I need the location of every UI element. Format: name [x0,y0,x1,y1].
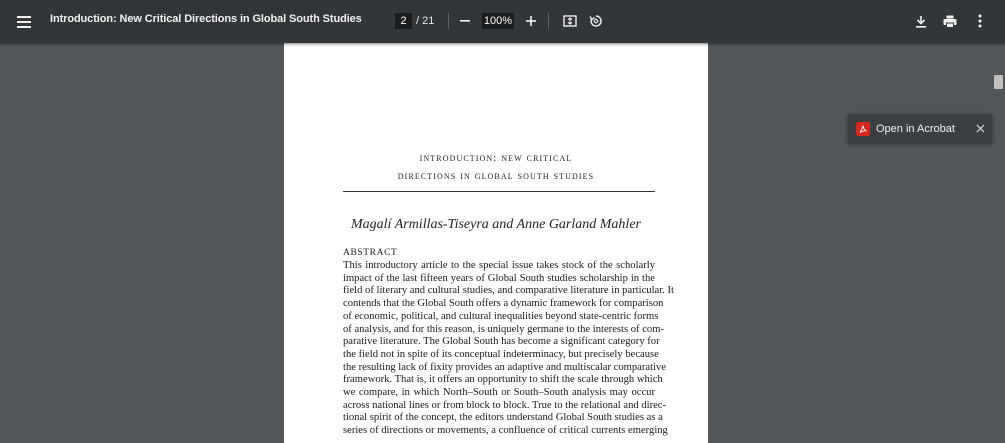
scrollbar[interactable] [992,43,1005,443]
toolbar-divider [448,13,449,29]
minus-icon [459,15,471,27]
open-in-acrobat-popup[interactable] [848,114,992,143]
abstract-text [343,260,674,438]
print-icon [943,15,957,28]
zoom-in-button[interactable] [521,11,541,31]
pdf-page [284,43,708,443]
abstract-line: the field not in spite of its conceptual indeterminacy, but precisely because [343,348,659,360]
abstract-label: ABSTRACT [343,248,398,258]
download-button[interactable] [911,11,931,31]
zoom-out-button[interactable] [455,11,475,31]
article-authors: Magalí Armillas-Tiseyra and Anne Garland Mahler [351,217,641,232]
abstract-line: of analysis, and for this reason, is uniquely germane to the interests of com- [343,323,664,335]
pdf-icon [856,122,870,136]
abstract-line: the resulting lack of fixity provides an adaptive and multiscalar comparative [343,361,667,373]
menu-button[interactable] [12,10,36,34]
fit-to-page-icon [563,14,577,28]
page-total: / 21 [416,15,435,27]
abstract-line: framework. That is, it offers an opportunity to shift the scale through which [343,374,663,386]
page-number-input[interactable] [395,13,412,29]
article-heading-line2: directions in global south studies [397,170,595,182]
abstract-line: of economic, political, and cultural inequalities beyond state-centric forms [343,310,659,322]
abstract-line: impact of the last fifteen years of Global South studies scholarship in the [343,272,655,284]
article-heading-line1: introduction: new critical [419,152,573,164]
abstract-line: contends that the Global South offers a dynamic framework for comparison [343,298,664,310]
abstract-line: series of directions or movements, a confluence of critical currents emerging [343,425,668,437]
menu-icon [17,16,31,28]
abstract-line: parative literature. The Global South has become a significant category for [343,336,660,348]
fit-to-page-button[interactable] [560,11,580,31]
abstract-line: across national lines or from block to block. True to the relational and direc- [343,399,667,411]
rotate-icon [589,14,603,28]
heading-rule [343,191,655,192]
open-in-acrobat-label: Open in Acrobat [876,122,955,135]
document-title: Introduction: New Critical Directions in Global South Studies [50,13,362,25]
close-popup-button[interactable] [974,122,986,134]
abstract-line: we compare, in which North–South or South–South analysis may occur [343,387,655,399]
more-vertical-icon [978,14,982,28]
print-button[interactable] [940,11,960,31]
toolbar-divider [548,13,549,29]
more-options-button[interactable] [970,11,990,31]
abstract-line: tional spirit of the concept, the editors understand Global South studies as a [343,412,663,424]
download-icon [915,15,927,28]
zoom-level-input[interactable] [482,13,514,29]
scrollbar-thumb[interactable] [994,75,1003,89]
abstract-line: This introductory article to the special issue takes stock of the scholarly [343,260,655,271]
plus-icon [525,15,537,27]
close-icon [976,124,985,133]
abstract-line: field of literary and cultural studies, and comparative literature in particular. It [343,285,674,297]
rotate-button[interactable] [586,11,606,31]
pdf-toolbar [0,0,1005,43]
